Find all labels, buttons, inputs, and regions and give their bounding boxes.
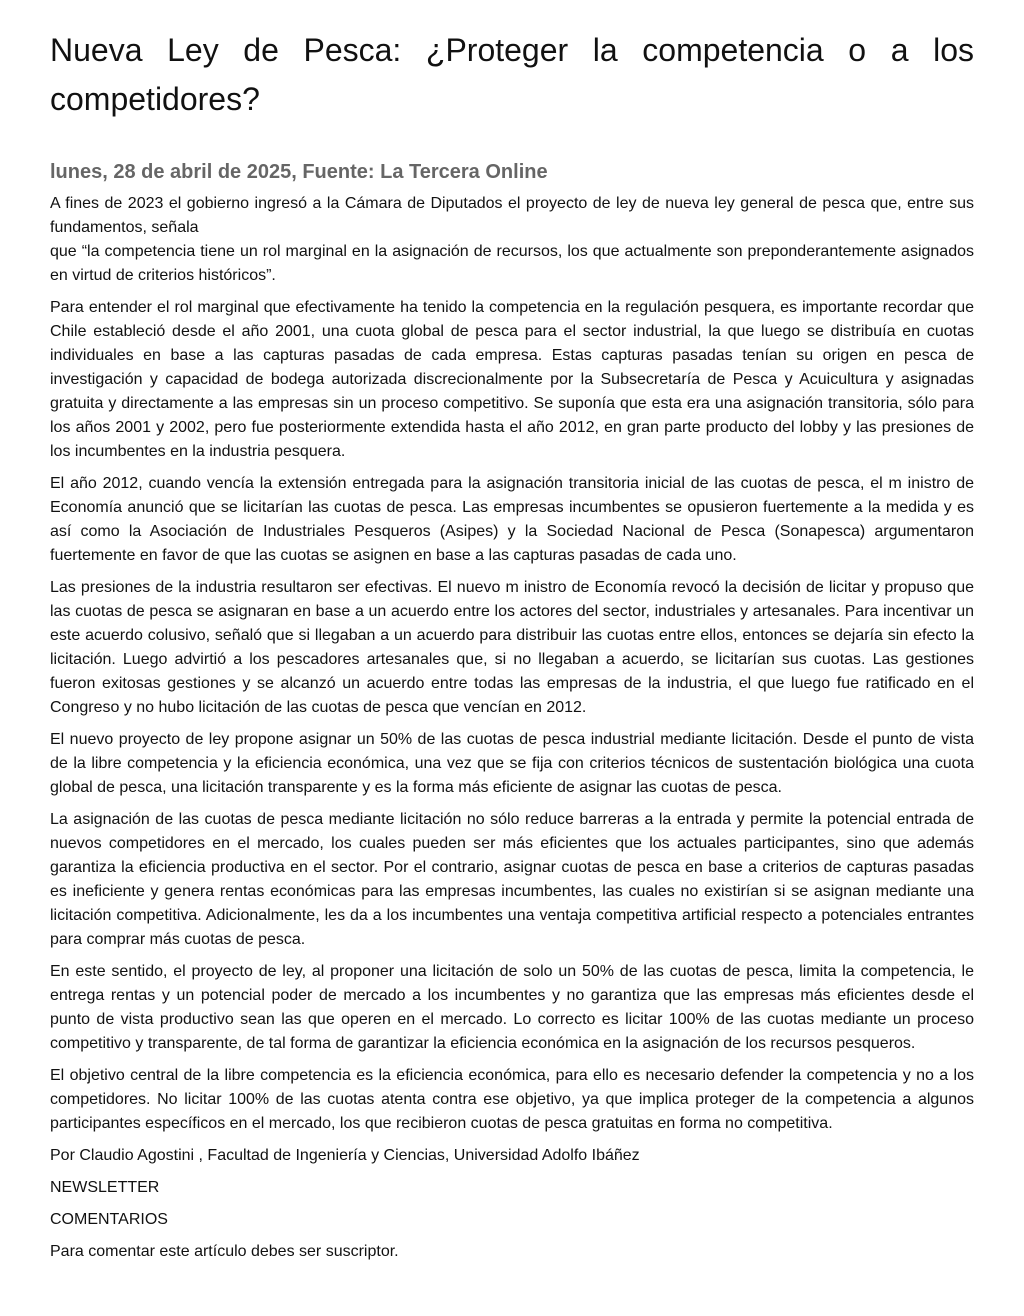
- article-paragraph-3: Las presiones de la industria resultaron ser efectivas. El nuevo m inistro de Economía revocó la decisión de licitar y propuso que las cuotas de pesca se asignaran en base a un acuerdo entre los actores del sector, industriales y artesanales. Para incentivar un este acuerdo colusivo, señaló que si llegaban a un acuerdo para distribuir las cuotas entre ellos, entonces se dejaría sin efecto la licitación. Luego advirtió a los pescadores artesanales que, si no llegaban a acuerdo, se licitarían sus cuotas. Las gestiones fueron exitosas gestiones y se alcanzó un acuerdo entre todas las empresas de la industria, el que luego fue ratificado en el Congreso y no hubo licitación de las cuotas de pesca que vencían en 2012.: [50, 579, 974, 716]
- article-paragraph-5: La asignación de las cuotas de pesca mediante licitación no sólo reduce barreras a la entrada y permite la potencial entrada de nuevos competidores en el mercado, los cuales pueden ser más eficientes que los actuales participantes, sino que además garantiza la eficiencia productiva en el sector. Por el contrario, asignar cuotas de pesca en base a criterios de capturas pasadas es ineficiente y genera rentas económicas para las empresas incumbentes, las cuales no existirían si se asignan mediante una licitación competitiva. Adicionalmente, les da a los incumbentes una ventaja competitiva artificial respecto a potenciales entrantes para comprar más cuotas de pesca.: [50, 811, 974, 948]
- intro-line-2: que “la competencia tiene un rol marginal en la asignación de recursos, los que actualmente son preponderantemente asignados en virtud de criterios históricos”.: [50, 243, 974, 284]
- article-paragraph-7: El objetivo central de la libre competencia es la eficiencia económica, para ello es necesario defender la competencia y no a los competidores. No licitar 100% de las cuotas atenta contra ese objetivo, ya que implica proteger de la competencia a algunos participantes específicos en el mercado, los que recibieron cuotas de pesca gratuitas en forma no competitiva.: [50, 1067, 974, 1132]
- newsletter-link[interactable]: NEWSLETTER: [50, 1179, 160, 1196]
- article-byline: Por Claudio Agostini , Facultad de Ingeniería y Ciencias, Universidad Adolfo Ibáñez: [50, 1147, 640, 1164]
- article-paragraph-2: El año 2012, cuando vencía la extensión entregada para la asignación transitoria inicial de las cuotas de pesca, el m inistro de Economía anunció que se licitarían las cuotas de pesca. Las empresas incumbentes se opusieron fuertemente a la medida y es así como la Asociación de Industriales Pesqueros (Asipes) y la Sociedad Nacional de Pesca (Sonapesca) argumentaron fuertemente en favor de que las cuotas se asignen en base a las capturas pasadas de cada uno.: [50, 475, 974, 564]
- article-intro-paragraph: [50, 192, 974, 288]
- article-dateline: lunes, 28 de abril de 2025, Fuente: La Tercera Online: [50, 161, 548, 183]
- comments-subscriber-notice: Para comentar este artículo debes ser suscriptor.: [50, 1243, 399, 1260]
- article-paragraph-6: En este sentido, el proyecto de ley, al proponer una licitación de solo un 50% de las cuotas de pesca, limita la competencia, le entrega rentas y un potencial poder de mercado a los incumbentes y no garantiza que las empresas más eficientes desde el punto de vista productivo sean las que operen en el mercado. Lo correcto es licitar 100% de las cuotas mediante un proceso competitivo y transparente, de tal forma de garantizar la eficiencia económica en la asignación de los recursos pesqueros.: [50, 963, 974, 1052]
- comments-heading: COMENTARIOS: [50, 1211, 168, 1228]
- article-title: Nueva Ley de Pesca: ¿Proteger la competencia o a los competidores?: [50, 32, 974, 117]
- article-paragraph-1: Para entender el rol marginal que efectivamente ha tenido la competencia en la regulación pesquera, es importante recordar que Chile estableció desde el año 2001, una cuota global de pesca para el sector industrial, la que luego se distribuía en cuotas individuales en base a las capturas pasadas de cada empresa. Estas capturas pasadas tenían su origen en pesca de investigación y capacidad de bodega autorizada discrecionalmente por la Subsecretaría de Pesca y Acuicultura y asignadas gratuita y directamente a las empresas sin un proceso competitivo. Se suponía que esta era una asignación transitoria, sólo para los años 2001 y 2002, pero fue posteriormente extendida hasta el año 2012, en gran parte producto del lobby y las presiones de los incumbentes en la industria pesquera.: [50, 299, 974, 460]
- intro-line-1: A fines de 2023 el gobierno ingresó a la Cámara de Diputados el proyecto de ley de nueva ley general de pesca que, entre sus fundamentos, señala: [50, 195, 974, 236]
- article-paragraph-4: El nuevo proyecto de ley propone asignar un 50% de las cuotas de pesca industrial mediante licitación. Desde el punto de vista de la libre competencia y la eficiencia económica, una vez que se fija con criterios técnicos de sustentación biológica una cuota global de pesca, una licitación transparente y es la forma más eficiente de asignar las cuotas de pesca.: [50, 731, 974, 796]
